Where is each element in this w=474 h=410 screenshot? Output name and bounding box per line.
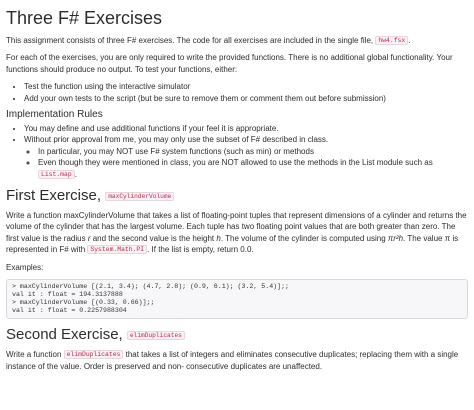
- height-variable: h: [216, 233, 221, 243]
- second-exercise-description: [6, 349, 468, 372]
- function-name-code: elimDuplicates: [64, 350, 124, 359]
- function-name-code: maxCylinderVolume: [105, 192, 174, 201]
- intro-period: .: [408, 36, 411, 45]
- desc-text: . The volume of the cylinder is computed using: [220, 233, 386, 243]
- examples-code-block: > maxCylinderVolume [(2.1, 3.4); (4.7, 2.8); (0.9, 6.1); (3.2, 5.4)];; val it : float = 194.3137888 > maxCylinderVolume [(0.33, 0.66)];; val it : float = 0.2257988304: [6, 279, 468, 319]
- list-item: • You may define and use additional functions if your feel it is appropriate.: [24, 123, 468, 134]
- rules-list: [6, 123, 468, 180]
- list-item: • Add your own tests to the script (but be sure to remove them or comment them out before submission): [24, 93, 468, 104]
- examples-label: Examples:: [6, 262, 44, 272]
- desc-text: that takes a list of integers and eliminates consecutive duplicates; replacing them with a single instance of the value. Order is preserved and non- consecutive duplicates are unaffected.: [6, 350, 459, 371]
- rule-text: Without prior approval from me, you may only use the subset of F# described in class.: [24, 135, 329, 145]
- desc-text: Write a function maxCylinderVolume that takes a list of floating-point tuples that represent dimensions of a cylinder and returns the volume of the cylinder that has the largest volume. Each tuple has two floating point values that are both greater than zero. The first value is the radius: [6, 211, 467, 243]
- file-name-code: hw4.fsx: [375, 36, 408, 45]
- rule-subtext: Even though they were mentioned in class, you are NOT allowed to use the methods in the List module such as: [38, 158, 433, 168]
- intro-paragraph: [6, 35, 468, 46]
- implementation-rules-heading: Implementation Rules: [6, 109, 103, 121]
- test-options-list: [6, 81, 468, 104]
- second-exercise-heading: [6, 325, 468, 346]
- desc-text: and the second value is the height: [92, 233, 215, 243]
- page-title: Three F# Exercises: [6, 8, 163, 28]
- list-item: [38, 157, 468, 180]
- heading-text: First Exercise,: [6, 187, 102, 205]
- desc-text: . If the list is empty, return 0.0.: [147, 245, 254, 255]
- list-item: • Test the function using the interactive simulator: [24, 81, 468, 92]
- list-item: [24, 134, 468, 180]
- heading-text: Second Exercise,: [6, 326, 123, 344]
- pi-code: System.Math.PI: [87, 245, 147, 254]
- volume-formula: πr²h: [387, 233, 404, 243]
- radius-variable: r: [87, 233, 91, 243]
- list-map-code: List.map: [38, 170, 75, 179]
- intro-text: This assignment consists of three F# exercises. The code for all exercises are included in the single file,: [6, 36, 374, 45]
- list-item: ◦ In particular, you may NOT use F# system functions (such as min) or methods: [38, 146, 468, 157]
- first-exercise-description: [6, 210, 468, 256]
- desc-text: Write a function: [6, 350, 62, 360]
- rules-sublist: [24, 146, 468, 180]
- first-exercise-heading: [6, 186, 468, 207]
- instructions-paragraph: For each of the exercises, you are only required to write the provided functions. There is no additional global functionality. Your functions should produce no output. To test your functions, either:: [6, 53, 453, 74]
- rule-period: .: [74, 169, 77, 179]
- function-name-code: elimDuplicates: [127, 331, 185, 340]
- desc-text: . The value π is represented in F# with: [6, 233, 459, 255]
